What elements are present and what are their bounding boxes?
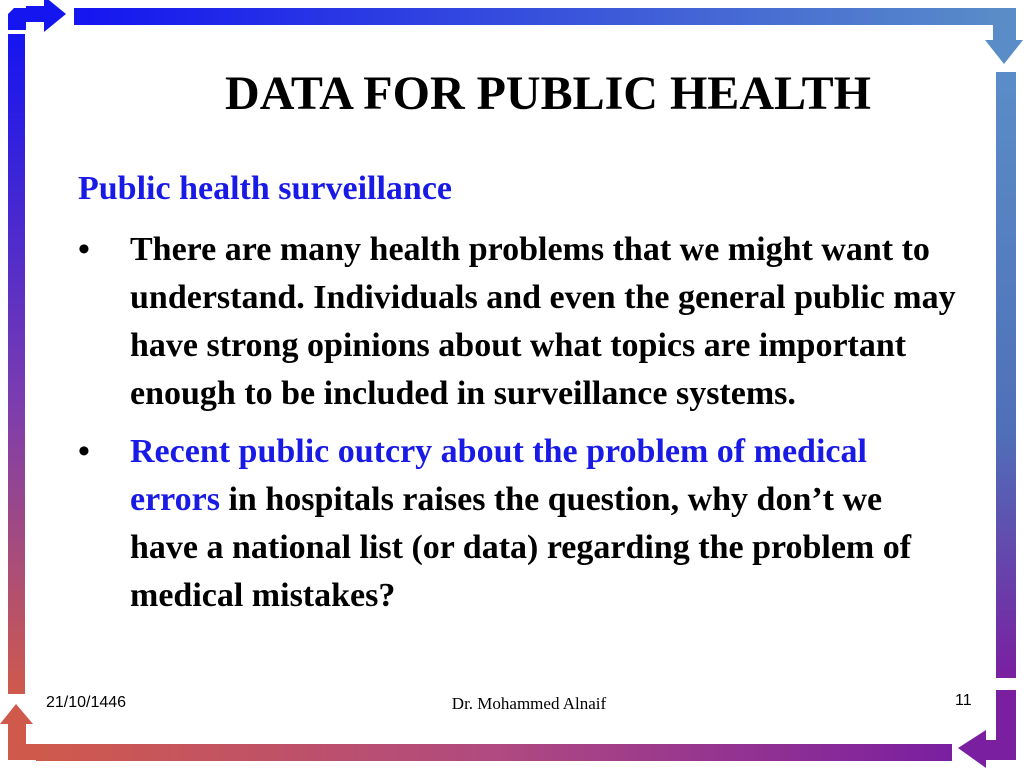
bullet-item-2 — [78, 428, 958, 620]
page-number: 11 — [955, 692, 972, 709]
bullet-text: in hospitals raises the question, why don’t we have a national list (or data) regarding the problem of medical mistakes? — [130, 481, 912, 614]
frame-right-bar — [996, 72, 1016, 678]
bullet-highlight-text: Recent public outcry about the problem of medical errors — [130, 433, 867, 518]
frame-top-right-arrow-icon — [985, 8, 1023, 64]
bullet-dot-icon: • — [78, 231, 90, 268]
frame-top-bar — [74, 8, 1010, 25]
frame-top-left-arrow-icon — [8, 0, 66, 32]
bullet-text: There are many health problems that we might want to understand. Individuals and even the general public may have strong opinions about what topics are important enough to be included in surveillance systems. — [130, 231, 956, 412]
page-title: DATA FOR PUBLIC HEALTH — [225, 67, 871, 120]
frame-left-bar — [8, 34, 25, 694]
frame-bottom-bar — [36, 744, 952, 761]
section-subtitle: Public health surveillance — [78, 170, 452, 207]
bullet-list — [78, 226, 958, 630]
bullet-item-1 — [78, 226, 958, 418]
bullet-dot-icon: • — [78, 433, 90, 470]
footer-date: 21/10/1446 — [46, 694, 127, 711]
footer-author: Dr. Mohammed Alnaif — [451, 694, 607, 713]
